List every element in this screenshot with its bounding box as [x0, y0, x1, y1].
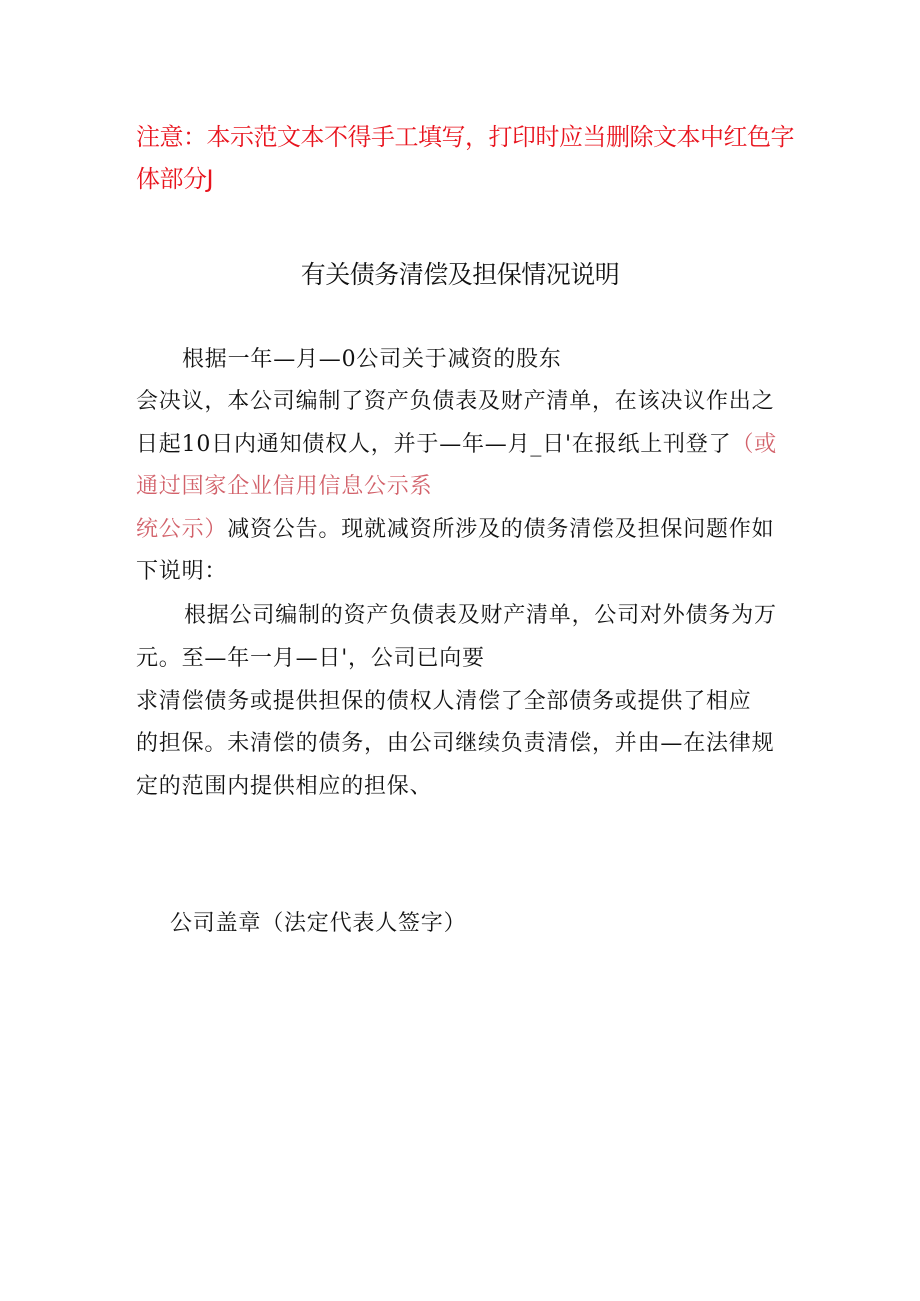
paragraph1-line3	[136, 429, 777, 461]
paragraph2-line4: 的担保。未清偿的债务，由公司继续负责清偿，并由—在法律规	[136, 731, 775, 756]
paragraph1-line4: 通过国家企业信用信息公示系	[136, 474, 433, 499]
paragraph1-line3-text: 日起10日内通知债权人，并于—年—月_日'在报纸上刊登了	[136, 432, 732, 457]
paragraph1-line2: 会决议，本公司编制了资产负债表及财产清单，在该决议作出之	[136, 389, 775, 414]
company-seal-signature-line: 公司盖章（法定代表人签字）	[170, 911, 467, 936]
paragraph2-line3: 求清偿债务或提供担保的债权人清偿了全部债务或提供了相应	[136, 689, 752, 714]
paragraph2-line1: 根据公司编制的资产负债表及财产清单，公司对外债务为万	[184, 603, 777, 628]
document-title: 有关债务清偿及担保情况说明	[300, 260, 620, 289]
optional-text-red: （或	[731, 432, 778, 457]
paragraph1-line6: 下说明：	[136, 559, 228, 584]
paragraph2-line2: 元。至—年一月—日'，公司已向要	[136, 646, 485, 671]
red-notice: 注意：本示范文本不得手工填写，打印时应当删除文本中红色字体部分J	[136, 123, 794, 193]
paragraph1-line5	[136, 514, 774, 546]
paragraph2-line5: 定的范围内提供相应的担保、	[136, 774, 433, 799]
optional-text-red: 统公示）	[136, 517, 228, 542]
paragraph1-line5-text: 减资公告。现就减资所涉及的债务清偿及担保问题作如	[227, 517, 775, 542]
paragraph1-line1: 根据一年—月—0公司关于减资的股东	[182, 347, 562, 372]
